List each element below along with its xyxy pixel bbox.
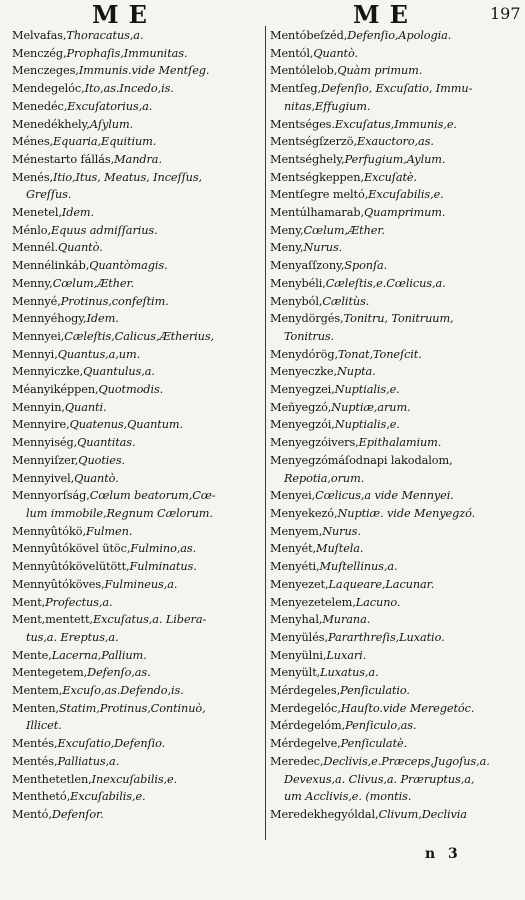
headword: Menyezetelem,: [270, 595, 356, 609]
latin-gloss: Cœlum beatorum,Cœ-: [89, 489, 216, 503]
latin-gloss: Muſtela.: [316, 542, 364, 556]
dictionary-entry: [12, 540, 262, 558]
headword: Mennyéhogy,: [12, 312, 87, 326]
headword: Mennyivel,: [12, 471, 75, 485]
dictionary-entry: [12, 27, 262, 45]
latin-gloss: Prophaſis,Immunitas.: [66, 46, 188, 60]
latin-gloss: Quantò.: [58, 241, 103, 255]
headword: Mentóbeſzéd,: [270, 29, 348, 42]
latin-gloss: Illicet.: [26, 719, 62, 733]
latin-gloss: Exauctoro,as.: [356, 135, 434, 149]
latin-gloss: Cœlicus,a vide Mennyei.: [315, 489, 454, 503]
latin-gloss: Cœlum,Æther.: [52, 276, 135, 290]
latin-gloss: Protinus,confeſtim.: [60, 294, 169, 308]
dictionary-entry: [270, 293, 522, 311]
headword: Menyekezó,: [270, 506, 338, 520]
latin-gloss: Penſiculo,as.: [345, 719, 417, 733]
headword: Menyülni,: [270, 648, 327, 662]
dictionary-entry: [12, 611, 262, 629]
latin-gloss: Excuſo,as.Defendo,is.: [62, 684, 184, 698]
headword: Mennyûtókö,: [12, 524, 86, 538]
headword: Menyét,: [270, 542, 317, 556]
latin-gloss: Quanti.: [64, 400, 107, 414]
dictionary-entry: [270, 753, 522, 771]
latin-gloss: Tonat,Toneſcit.: [337, 347, 422, 361]
headword: Merdegelóc,: [270, 701, 341, 715]
headword: Menés,: [12, 170, 54, 184]
dictionary-entry: [12, 576, 262, 594]
dictionary-entry: [12, 735, 262, 753]
dictionary-entry: [270, 222, 522, 240]
dictionary-entry: [12, 416, 262, 434]
headword: Menyegzei,: [270, 383, 335, 397]
headword: Mennyorſság,: [12, 489, 90, 503]
dictionary-entry: [12, 523, 262, 541]
headword: Menyei,: [270, 489, 316, 503]
latin-gloss: Immunis.vide Mentſeg.: [78, 64, 210, 78]
headword: Menyaſſzony,: [270, 259, 345, 273]
dictionary-entry: [270, 80, 522, 98]
dictionary-entry: [270, 434, 522, 452]
dictionary-entry: [270, 27, 522, 45]
latin-gloss: Nurus.: [322, 524, 361, 538]
dictionary-entry: [270, 664, 522, 682]
latin-gloss: Penſiculatè.: [340, 737, 408, 751]
headword: Ment,mentett,: [12, 613, 93, 627]
dictionary-entry: [270, 558, 522, 576]
latin-gloss: Nupta.: [337, 365, 376, 379]
headword: Menetel,: [12, 206, 62, 220]
headword: Menczeges,: [12, 64, 79, 78]
headword: Menyülés,: [270, 630, 328, 644]
headword: Mentségkeppen,: [270, 170, 364, 184]
latin-gloss: Quoties.: [78, 453, 126, 467]
dictionary-entry: [270, 204, 522, 222]
latin-gloss: Idem.: [61, 206, 95, 220]
latin-gloss: Epithalamium.: [358, 436, 442, 450]
headword: Menczég,: [12, 46, 67, 60]
latin-gloss: Excuſatè.: [363, 170, 417, 184]
dictionary-entry: [270, 594, 522, 612]
latin-gloss: Repotia,orum.: [284, 471, 365, 485]
dictionary-entry: [12, 363, 262, 381]
headword: Menyült,: [270, 666, 321, 680]
dictionary-entry: [270, 611, 522, 629]
latin-gloss: Quantus,a,um.: [57, 347, 141, 361]
dictionary-entry: [270, 98, 522, 116]
latin-gloss: Quantòmagis.: [89, 259, 168, 273]
headword: Mennyin,: [12, 400, 65, 414]
headword: Menedékhely,: [12, 117, 90, 131]
headword: Mennyire,: [12, 418, 70, 432]
dictionary-entry: [12, 151, 262, 169]
headword: Mendegelóc,: [12, 82, 85, 96]
headword: Menthetó,: [12, 790, 71, 804]
latin-gloss: Itio,Itus, Meatus, Inceſſus,: [53, 170, 203, 184]
latin-gloss: Cælitùs.: [322, 294, 370, 308]
latin-gloss: Excuſabilis,e.: [368, 188, 444, 202]
headword: Mérdegelóm,: [270, 719, 346, 733]
dictionary-entry: [12, 310, 262, 328]
latin-gloss: Defenſor.: [51, 807, 104, 821]
headword: Mennyûtókövel ütöc,: [12, 542, 131, 556]
latin-gloss: Greſſus.: [26, 188, 72, 202]
headword: Menyegzói,: [270, 418, 335, 432]
dictionary-entry: [270, 45, 522, 63]
dictionary-entry: [270, 62, 522, 80]
dictionary-entry: [270, 328, 522, 346]
latin-gloss: Quantò.: [74, 471, 119, 485]
dictionary-entry: [12, 487, 262, 505]
latin-gloss: Fulmineus,a.: [104, 577, 178, 591]
headword: Mennyei,: [12, 329, 65, 343]
latin-gloss: Cæleſtis,e.Cœlicus,a.: [325, 276, 446, 290]
dictionary-entry: [12, 204, 262, 222]
dictionary-entry: [12, 594, 262, 612]
dictionary-entry: [270, 505, 522, 523]
headword: Menyeczke,: [270, 365, 337, 379]
headword: Menny,: [12, 276, 53, 290]
dictionary-entry: [270, 257, 522, 275]
right-column: [270, 27, 522, 824]
latin-gloss: Quatenus,Quantum.: [69, 418, 183, 432]
dictionary-entry: [12, 558, 262, 576]
latin-gloss: Muſtellinus,a.: [319, 560, 398, 574]
latin-gloss: Palliatus,a.: [57, 754, 120, 768]
headword: Mentés,: [12, 754, 58, 768]
latin-gloss: Luxatus,a.: [320, 666, 379, 680]
headword: Mentól,: [270, 46, 314, 60]
dictionary-entry: [270, 629, 522, 647]
dictionary-entry: [270, 523, 522, 541]
dictionary-entry: [270, 700, 522, 718]
headword: Menten,: [12, 701, 59, 715]
headword: Menybéli,: [270, 276, 326, 290]
headword: Menyezet,: [270, 577, 329, 591]
dictionary-entry: [12, 133, 262, 151]
latin-gloss: Nuptialis,e.: [334, 383, 400, 397]
latin-gloss: Quamprimum.: [363, 206, 446, 220]
headword: Mentólelob,: [270, 64, 338, 78]
dictionary-entry: [270, 771, 522, 789]
dictionary-entry: [270, 275, 522, 293]
dictionary-entry: [12, 328, 262, 346]
dictionary-entry: [270, 452, 522, 470]
headword: Mentſegre meltó,: [270, 188, 369, 202]
dictionary-entry: [12, 98, 262, 116]
dictionary-entry: [12, 452, 262, 470]
latin-gloss: Nurus.: [303, 241, 343, 255]
latin-gloss: Nuptiæ,arum.: [331, 400, 411, 414]
dictionary-entry: [270, 717, 522, 735]
dictionary-entry: [12, 80, 262, 98]
headword: Menyegzómáſodnapi lakodalom,: [270, 453, 453, 467]
dictionary-entry: [12, 806, 262, 824]
dictionary-entry: [270, 310, 522, 328]
left-column: [12, 27, 262, 824]
headword: Menyem,: [270, 524, 323, 538]
latin-gloss: Defenſio, Excuſatio, Immu-: [320, 82, 473, 96]
latin-gloss: Excuſabilis,e.: [70, 790, 146, 804]
headword: Mennél.: [12, 241, 58, 255]
latin-gloss: Fulmino,as.: [130, 542, 197, 556]
latin-gloss: Profectus,a.: [45, 595, 113, 609]
dictionary-entry: [270, 116, 522, 134]
headword: Mente,: [12, 648, 52, 662]
latin-gloss: Devexus,a. Clivus,a. Præruptus,a,: [284, 772, 475, 786]
dictionary-entry: [270, 682, 522, 700]
dictionary-entry: [270, 576, 522, 594]
latin-gloss: Murana.: [322, 613, 371, 627]
latin-gloss: Laqueare,Lacunar.: [328, 577, 435, 591]
dictionary-entry: [12, 169, 262, 187]
latin-gloss: Hauſto.vide Meregetóc.: [340, 701, 475, 715]
latin-gloss: Excuſatio,Defenſio.: [57, 737, 166, 751]
dictionary-entry: [12, 647, 262, 665]
dictionary-entry: [270, 735, 522, 753]
dictionary-entry: [12, 45, 262, 63]
latin-gloss: Clivum,Declivia: [378, 807, 467, 821]
latin-gloss: tus,a. Ereptus,a.: [26, 630, 119, 644]
latin-gloss: Pararthreſis,Luxatio.: [327, 630, 445, 644]
headword: Mérdegelve,: [270, 737, 341, 751]
headword: Ménes,: [12, 135, 54, 149]
dictionary-entry: [270, 133, 522, 151]
headword: Mennyiſzer,: [12, 453, 79, 467]
headword: Mentſeg,: [270, 82, 321, 96]
latin-gloss: Tonitru, Tonitruum,: [343, 312, 454, 326]
signature-mark: n 3: [425, 846, 462, 862]
headword: Menthetetlen,: [12, 772, 92, 786]
dictionary-entry: [12, 682, 262, 700]
latin-gloss: Luxari.: [326, 648, 367, 662]
latin-gloss: Perfugium,Aylum.: [344, 152, 446, 166]
latin-gloss: Tonitrus.: [284, 329, 335, 343]
dictionary-entry: [270, 151, 522, 169]
latin-gloss: Quantò.: [313, 46, 358, 60]
dictionary-entry: [270, 647, 522, 665]
dictionary-entry: [12, 717, 262, 735]
latin-gloss: Defenſio,Apologia.: [347, 29, 452, 42]
dictionary-entry: [12, 116, 262, 134]
headword: Méanyiképpen,: [12, 383, 99, 397]
latin-gloss: Declivis,e.Præceps,Jugoſus,a.: [323, 754, 490, 768]
headword: Mentségſzerzö,: [270, 135, 357, 149]
latin-gloss: Penſiculatio.: [340, 684, 410, 698]
dictionary-entry: [12, 753, 262, 771]
headword: Mennélinkáb,: [12, 259, 90, 273]
dictionary-entry: [270, 169, 522, 187]
latin-gloss: Nuptialis,e.: [334, 418, 400, 432]
latin-gloss: Equus admiſſarius.: [50, 223, 158, 237]
page-number: 197: [490, 4, 521, 23]
dictionary-entry: [270, 346, 522, 364]
headword: Meny,: [270, 223, 304, 237]
latin-gloss: Excuſatorius,a.: [67, 99, 153, 113]
latin-gloss: Lacerna,Pallium.: [51, 648, 147, 662]
headword: Menydörgés,: [270, 312, 344, 326]
dictionary-entry: [12, 700, 262, 718]
headword: Menedéc,: [12, 99, 68, 113]
headword: Mennyûtóköves,: [12, 577, 105, 591]
headword: Mennyi,: [12, 347, 58, 361]
headword: Meredekhegyóldal,: [270, 807, 379, 821]
latin-gloss: um Acclivis,e. (montis.: [284, 790, 412, 804]
dictionary-entry: [270, 470, 522, 488]
dictionary-entry: [12, 629, 262, 647]
headword: Mentó,: [12, 807, 52, 821]
dictionary-entry: [12, 664, 262, 682]
dictionary-entry: [270, 416, 522, 434]
headword: Menyéti,: [270, 560, 320, 574]
latin-gloss: Sponſa.: [344, 259, 388, 273]
latin-gloss: Fulmen.: [85, 524, 133, 538]
dictionary-entry: [12, 771, 262, 789]
dictionary-entry: [270, 239, 522, 257]
dictionary-entry: [270, 788, 522, 806]
dictionary-entry: [270, 186, 522, 204]
dictionary-entry: [12, 788, 262, 806]
dictionary-entry: [12, 346, 262, 364]
headword: Mérdegeles,: [270, 684, 341, 698]
headword: Meredec,: [270, 754, 324, 768]
headword: Meny,: [270, 241, 304, 255]
page-header: [0, 0, 525, 29]
dictionary-entry: [12, 257, 262, 275]
headword: Mennyiség,: [12, 436, 78, 450]
latin-gloss: lum immobile,Regnum Cælorum.: [26, 506, 213, 520]
dictionary-entry: [12, 186, 262, 204]
dictionary-entry: [12, 275, 262, 293]
latin-gloss: Excuſatus,Immunis,e.: [334, 117, 457, 131]
headword: Ménlo,: [12, 223, 51, 237]
headword: Mennyiczke,: [12, 365, 84, 379]
dictionary-entry: [270, 381, 522, 399]
dictionary-entry: [12, 505, 262, 523]
latin-gloss: nitas,Effugium.: [284, 99, 371, 113]
headword: Mennyûtókövelütött,: [12, 560, 130, 574]
headword: Mentséges.: [270, 117, 335, 131]
headword: Menyegzóivers,: [270, 436, 359, 450]
dictionary-entry: [12, 293, 262, 311]
headword: Mentem,: [12, 684, 63, 698]
dictionary-entry: [270, 399, 522, 417]
headword: Menyhal,: [270, 613, 323, 627]
latin-gloss: Thoracatus,a.: [66, 29, 144, 42]
dictionary-entry: [12, 470, 262, 488]
latin-gloss: Inexcuſabilis,e.: [91, 772, 178, 786]
headword: Mentséghely,: [270, 152, 345, 166]
latin-gloss: Lacuno.: [355, 595, 401, 609]
latin-gloss: Ito,as.Incedo,is.: [84, 82, 174, 96]
dictionary-entry: [270, 487, 522, 505]
headword: Menydórög,: [270, 347, 338, 361]
dictionary-entry: [12, 62, 262, 80]
headword: Mentúlhamarab,: [270, 206, 364, 220]
headword: Mentés,: [12, 737, 58, 751]
latin-gloss: Mandra.: [114, 152, 162, 166]
headword: Ment,: [12, 595, 46, 609]
dictionary-entry: [12, 239, 262, 257]
latin-gloss: Aſylum.: [89, 117, 134, 131]
headword: Melvafas,: [12, 29, 67, 42]
latin-gloss: Defenſo,as.: [87, 666, 151, 680]
latin-gloss: Statim,Protinus,Continuò,: [58, 701, 206, 715]
column-divider: [265, 26, 266, 840]
latin-gloss: Cœlum,Æther.: [303, 223, 385, 237]
latin-gloss: Equaria,Equitium.: [53, 135, 157, 149]
headword: Meñyegzó,: [270, 400, 332, 414]
dictionary-entry: [12, 381, 262, 399]
dictionary-entry: [270, 363, 522, 381]
latin-gloss: Excuſatus,a. Libera-: [92, 613, 207, 627]
latin-gloss: Quotmodis.: [98, 383, 164, 397]
headword: Menyból,: [270, 294, 323, 308]
latin-gloss: Cæleſtis,Calicus,Ætherius,: [64, 329, 215, 343]
latin-gloss: Quantulus,a.: [83, 365, 155, 379]
latin-gloss: Idem.: [86, 312, 119, 326]
dictionary-entry: [12, 222, 262, 240]
latin-gloss: Quàm primum.: [337, 64, 423, 78]
dictionary-entry: [12, 399, 262, 417]
running-head-left: ME: [92, 0, 157, 29]
latin-gloss: Fulminatus.: [129, 560, 197, 574]
latin-gloss: Quantitas.: [77, 436, 136, 450]
dictionary-entry: [270, 540, 522, 558]
running-head-right: ME: [353, 0, 418, 29]
dictionary-entry: [270, 806, 522, 824]
headword: Mennyé,: [12, 294, 61, 308]
dictionary-entry: [12, 434, 262, 452]
headword: Ménestarto fállás,: [12, 152, 115, 166]
headword: Mentegetem,: [12, 666, 88, 680]
latin-gloss: Nuptiæ. vide Menyegzó.: [337, 506, 476, 520]
